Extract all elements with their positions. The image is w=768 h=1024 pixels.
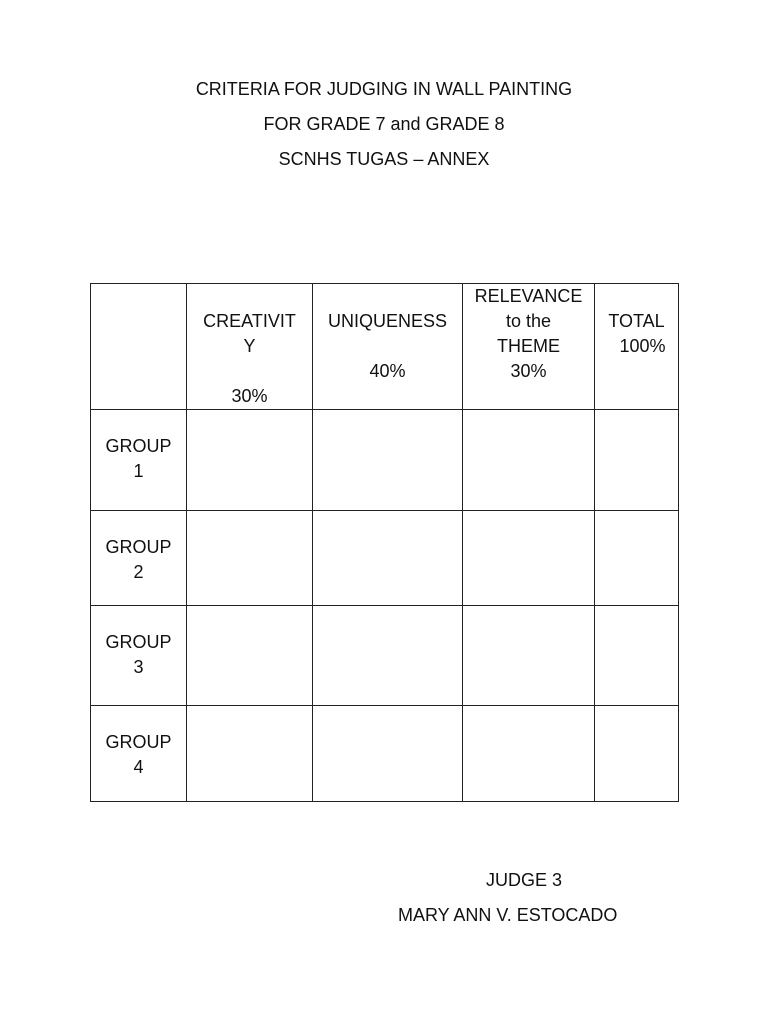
table-row [91,606,679,706]
total-score-cell[interactable] [595,706,679,802]
total-label: TOTAL [608,311,665,331]
group-cell [91,410,187,511]
relevance-line2: to the [505,311,552,331]
relevance-weight: 30% [510,361,547,381]
header-blank [91,284,187,410]
title-line-2: FOR GRADE 7 and GRADE 8 [263,114,505,134]
header-total [595,284,679,410]
creativity-score-cell[interactable] [187,410,313,511]
judge-title: JUDGE 3 [486,870,563,890]
group-label: GROUP [105,436,172,456]
group-number: 4 [133,757,144,777]
group-number: 1 [133,461,144,481]
header-row [91,284,679,410]
total-score-cell[interactable] [595,511,679,606]
judge-name: MARY ANN V. ESTOCADO [398,905,618,925]
creativity-label-line2: Y [243,336,256,356]
uniqueness-score-cell[interactable] [313,410,463,511]
table-row [91,511,679,606]
creativity-weight: 30% [231,386,268,406]
relevance-score-cell[interactable] [463,706,595,802]
table-row [91,706,679,802]
creativity-score-cell[interactable] [187,706,313,802]
relevance-score-cell[interactable] [463,410,595,511]
header-creativity [187,284,313,410]
relevance-score-cell[interactable] [463,511,595,606]
group-number: 3 [133,657,144,677]
uniqueness-score-cell[interactable] [313,606,463,706]
uniqueness-score-cell[interactable] [313,706,463,802]
relevance-score-cell[interactable] [463,606,595,706]
relevance-line1: RELEVANCE [474,286,583,306]
header-uniqueness [313,284,463,410]
relevance-line3: THEME [497,336,560,356]
total-weight: 100% [619,336,666,356]
total-score-cell[interactable] [595,410,679,511]
table-row [91,410,679,511]
uniqueness-label: UNIQUENESS [327,311,448,331]
header-relevance [463,284,595,410]
group-label: GROUP [105,632,172,652]
creativity-score-cell[interactable] [187,606,313,706]
uniqueness-weight: 40% [369,361,406,381]
group-cell [91,606,187,706]
creativity-score-cell[interactable] [187,511,313,606]
title-line-1: CRITERIA FOR JUDGING IN WALL PAINTING [195,79,573,99]
group-cell [91,706,187,802]
creativity-label-line1: CREATIVIT [203,311,296,331]
group-label: GROUP [105,732,172,752]
total-score-cell[interactable] [595,606,679,706]
group-cell [91,511,187,606]
uniqueness-score-cell[interactable] [313,511,463,606]
group-number: 2 [133,562,144,582]
title-line-3: SCNHS TUGAS – ANNEX [278,149,490,169]
document-title [0,72,768,177]
group-label: GROUP [105,537,172,557]
judging-table [90,283,679,802]
